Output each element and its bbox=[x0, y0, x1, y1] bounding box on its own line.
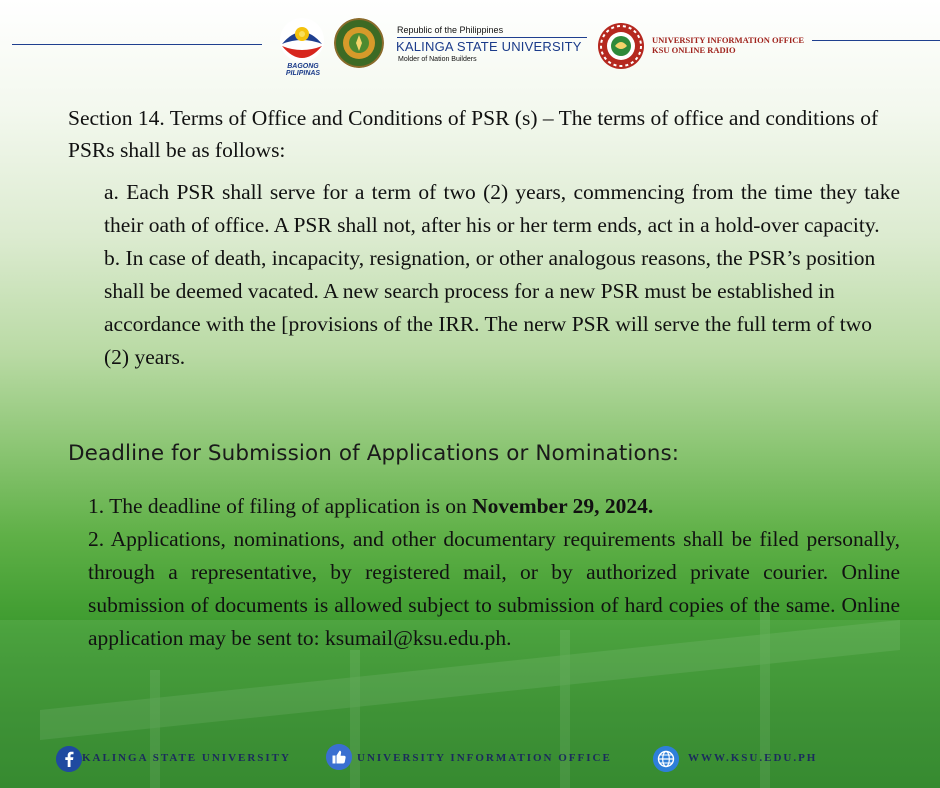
university-motto: Molder of Nation Builders bbox=[398, 56, 477, 63]
deadline-item-1-text: 1. The deadline of filing of application is on bbox=[88, 494, 473, 518]
like-label[interactable]: UNIVERSITY INFORMATION OFFICE bbox=[357, 752, 612, 764]
university-name: KALINGA STATE UNIVERSITY bbox=[396, 39, 582, 54]
website-link[interactable]: WWW.KSU.EDU.PH bbox=[688, 752, 818, 764]
facebook-label[interactable]: KALINGA STATE UNIVERSITY bbox=[82, 752, 291, 764]
deadline-date: November 29, 2024. bbox=[472, 494, 654, 518]
like-icon[interactable] bbox=[326, 744, 352, 770]
section-14-items bbox=[104, 176, 900, 374]
header-rule-right bbox=[812, 40, 940, 41]
republic-label: Republic of the Philippines bbox=[397, 25, 504, 35]
header-rule-left bbox=[12, 44, 262, 45]
office-name: UNIVERSITY INFORMATION OFFICE bbox=[652, 35, 805, 45]
bagong-pilipinas-label: BAGONG PILIPINAS bbox=[285, 63, 321, 77]
globe-icon[interactable] bbox=[653, 746, 679, 772]
section-14-item-a: a. Each PSR shall serve for a term of two (2) years, commencing from the time they take their oath of office. A PSR shall not, after his or her term ends, act in a hold-over capacity. bbox=[104, 180, 900, 237]
facebook-icon[interactable] bbox=[56, 746, 82, 772]
section-14-item-b: b. In case of death, incapacity, resignation, or other analogous reasons, the PSR’s position shall be deemed vacated. A new search process for a new PSR must be established in accordance with the [provisions of the IRR. The nerw PSR will serve the full term of two (2) years. bbox=[104, 246, 876, 369]
deadline-item-2: 2. Applications, nominations, and other documentary requirements shall be filed personally, through a representative, by registered mail, or by authorized private courier. Online submission of documents is allowed subject to submission of hard copies of the same. Online application may be sent to: ksumail@ksu.edu.ph. bbox=[88, 527, 900, 650]
bagong-pilipinas-logo bbox=[276, 14, 328, 70]
ksu-seal-logo bbox=[334, 18, 384, 68]
section-14-intro: Section 14. Terms of Office and Conditions of PSR (s) – The terms of office and conditions of PSRs shall be as follows: bbox=[68, 106, 879, 162]
university-name-rule bbox=[397, 37, 587, 38]
deadline-item-1 bbox=[88, 490, 900, 523]
office-subtitle: KSU ONLINE RADIO bbox=[652, 45, 736, 55]
uio-gear-logo bbox=[597, 22, 645, 70]
deadline-heading: Deadline for Submission of Applications or Nominations: bbox=[68, 441, 680, 466]
deadline-items bbox=[88, 490, 900, 655]
